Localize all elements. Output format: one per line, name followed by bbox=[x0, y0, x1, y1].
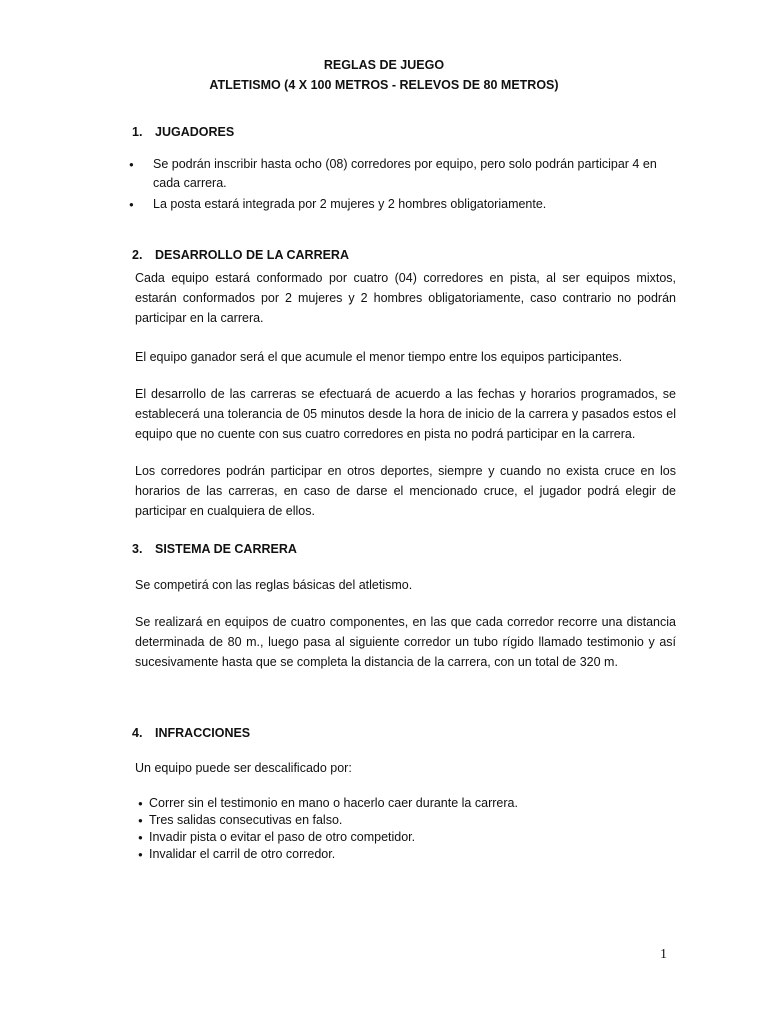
section-number: 2. bbox=[132, 248, 143, 262]
infracciones-list bbox=[149, 795, 649, 863]
section-number: 1. bbox=[132, 125, 143, 139]
section-number: 4. bbox=[132, 726, 143, 740]
section-number: 3. bbox=[132, 542, 143, 556]
section-title: JUGADORES bbox=[155, 125, 235, 139]
list-item: ● La posta estará integrada por 2 mujeres y 2 hombres obligatoriamente. bbox=[153, 195, 678, 214]
list-item: ● Se podrán inscribir hasta ocho (08) corredores por equipo, pero solo podrán participar 4 en cada carrera. bbox=[153, 155, 678, 193]
paragraph: Los corredores podrán participar en otros deportes, siempre y cuando no exista cruce en los horarios de las carreras, en caso de darse el mencionado cruce, el jugador podrá elegir de participar en cualquiera de ellos. bbox=[135, 464, 676, 518]
jugadores-list bbox=[153, 155, 678, 216]
paragraph: Se competirá con las reglas básicas del atletismo. bbox=[135, 578, 413, 592]
document-title: REGLAS DE JUEGO bbox=[323, 58, 445, 72]
paragraph: Se realizará en equipos de cuatro componentes, en las que cada corredor recorre una distancia determinada de 80 m., luego pasa al siguiente corredor un tubo rígido llamado testimonio y así sucesivamente hasta que se completa la distancia de la carrera, con un total de 320 m. bbox=[135, 615, 676, 669]
section-title: DESARROLLO DE LA CARRERA bbox=[155, 248, 349, 262]
section-heading-sistema bbox=[132, 541, 297, 557]
section-heading-infracciones bbox=[132, 725, 250, 741]
list-item: ● Correr sin el testimonio en mano o hacerlo caer durante la carrera. bbox=[149, 795, 649, 812]
list-item: ● Invalidar el carril de otro corredor. bbox=[149, 846, 649, 863]
page-number: 1 bbox=[660, 947, 667, 962]
section-title: SISTEMA DE CARRERA bbox=[155, 542, 297, 556]
document-subtitle: ATLETISMO (4 X 100 METROS - RELEVOS DE 80 METROS) bbox=[209, 78, 559, 92]
section-title: INFRACCIONES bbox=[155, 726, 251, 740]
paragraph: Un equipo puede ser descalificado por: bbox=[135, 761, 352, 775]
paragraph: El desarrollo de las carreras se efectuará de acuerdo a las fechas y horarios programados, se establecerá una tolerancia de 05 minutos desde la hora de inicio de la carrera y pasados estos el equipo que no cuente con sus cuatro corredores en pista no podrá participar en la carrera. bbox=[135, 387, 676, 441]
paragraph: El equipo ganador será el que acumule el menor tiempo entre los equipos participantes. bbox=[135, 350, 623, 364]
list-item: ● Tres salidas consecutivas en falso. bbox=[149, 812, 649, 829]
section-heading-desarrollo bbox=[132, 247, 349, 263]
section-heading-jugadores bbox=[132, 124, 234, 140]
list-item: ● Invadir pista o evitar el paso de otro competidor. bbox=[149, 829, 649, 846]
paragraph: Cada equipo estará conformado por cuatro (04) corredores en pista, al ser equipos mixtos, estarán conformados por 2 mujeres y 2 hombres obligatoriamente, caso contrario no podrán participar en la carrera. bbox=[135, 271, 676, 325]
